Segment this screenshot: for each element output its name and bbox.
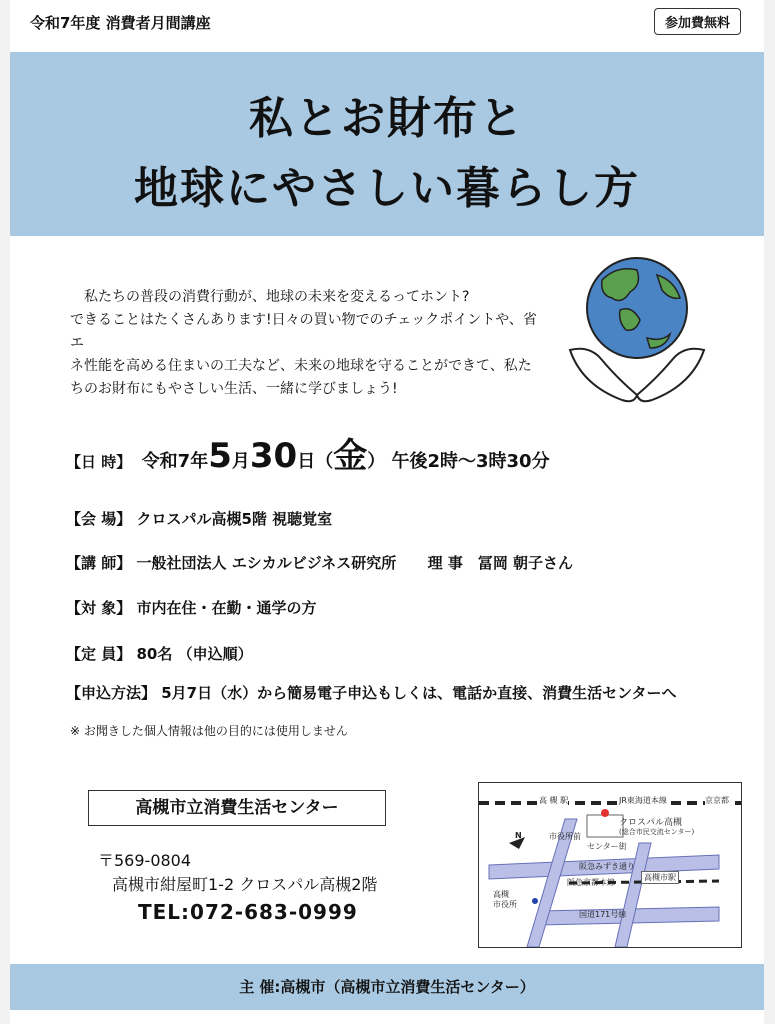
date-month-unit: 月 bbox=[231, 451, 250, 472]
globe-in-hands-illustration bbox=[562, 250, 712, 415]
venue-label: 【会 場】 bbox=[66, 510, 132, 528]
application-date-prefix: 5月7日（ bbox=[161, 684, 228, 702]
venue-value: クロスパル高槻5階 視聴覚室 bbox=[136, 510, 333, 528]
postal-code: 〒569-0804 bbox=[98, 851, 192, 870]
target-row bbox=[66, 597, 316, 618]
map-jr-line: JR東海道本線 bbox=[619, 796, 667, 805]
title-line-2: 地球にやさしい暮らし方 bbox=[134, 163, 640, 214]
intro-line: ちのお財布にもやさしい生活、一緒に学びましょう! bbox=[70, 381, 398, 397]
map-crosspal: クロスパル高槻 bbox=[619, 818, 683, 828]
date-time: ） 午後2時～3時30分 bbox=[367, 451, 550, 472]
lecturer-row bbox=[66, 552, 573, 573]
map-hankyu-line: 阪急京都本線 bbox=[567, 878, 615, 887]
privacy-note: ※ お聞きした個人情報は他の目的には使用しません bbox=[70, 724, 348, 738]
free-admission-badge: 参加費無料 bbox=[654, 8, 741, 35]
city-hall-location-icon bbox=[532, 898, 538, 904]
event-series-label: 令和7年度 消費者月間講座 bbox=[30, 14, 211, 32]
phone-number: TEL:072-683-0999 bbox=[138, 900, 358, 924]
intro-line: できることはたくさんあります!日々の買い物でのチェックポイントや、省エ bbox=[70, 312, 537, 351]
intro-line: ネ性能を高める住まいの工夫など、未来の地球を守ることができて、私た bbox=[70, 358, 532, 374]
access-map bbox=[478, 782, 742, 948]
map-city-hall: 高槻 bbox=[493, 890, 509, 899]
application-weekday: 水 bbox=[227, 684, 243, 702]
date-weekday: 金 bbox=[333, 436, 368, 476]
title-band bbox=[10, 52, 764, 236]
venue-row bbox=[66, 508, 332, 529]
capacity-value: 80名 （申込順） bbox=[136, 645, 253, 663]
map-city-hall-2: 市役所 bbox=[493, 900, 517, 909]
crosspal-location-icon bbox=[601, 809, 609, 817]
organizer-footer: 主 催:高槻市（高槻市立消費生活センター） bbox=[10, 964, 764, 1010]
capacity-row bbox=[66, 643, 253, 664]
application-row bbox=[66, 682, 677, 703]
date-prefix: 令和7年 bbox=[141, 451, 209, 472]
map-route-171: 国道171号線 bbox=[579, 910, 627, 919]
intro-text bbox=[70, 286, 550, 401]
intro-line: 私たちの普段の消費行動が、地球の未来を変えるってホント? bbox=[70, 289, 470, 305]
capacity-label: 【定 員】 bbox=[66, 645, 132, 663]
map-jr-station: 高 槻 駅 bbox=[539, 796, 569, 805]
map-midosuji: 阪急みずき通り bbox=[579, 862, 635, 871]
datetime-label: 【日 時】 bbox=[66, 453, 132, 471]
lecturer-org: 一般社団法人 エシカルビジネス研究所 bbox=[136, 554, 397, 572]
map-hankyu-station: 高槻市駅 bbox=[641, 871, 679, 884]
target-value: 市内在住・在勤・通学の方 bbox=[136, 599, 317, 617]
title-line-1: 私とお財布と bbox=[249, 93, 525, 144]
lecturer-name: 理 事 冨岡 朝子さん bbox=[427, 554, 574, 572]
map-north-label: N bbox=[515, 831, 522, 840]
datetime-row bbox=[66, 428, 550, 477]
map-street-city: 市役所前 bbox=[549, 832, 581, 841]
application-label: 【申込方法】 bbox=[66, 684, 157, 702]
lecturer-label: 【講 師】 bbox=[66, 554, 132, 572]
date-day: 30 bbox=[249, 436, 298, 476]
date-day-unit: 日（ bbox=[297, 451, 334, 472]
center-name-box: 高槻市立消費生活センター bbox=[88, 790, 386, 826]
target-label: 【対 象】 bbox=[66, 599, 132, 617]
map-kyoto: 京京都 bbox=[705, 796, 729, 805]
date-month: 5 bbox=[208, 436, 232, 476]
application-method: ）から簡易電子申込もしくは、電話か直接、消費生活センターへ bbox=[242, 684, 677, 702]
map-crosspal-sub: (総合市民交流センター) bbox=[619, 828, 695, 836]
map-center-street: センター街 bbox=[587, 842, 627, 851]
address: 高槻市紺屋町1-2 クロスパル高槻2階 bbox=[112, 875, 378, 894]
